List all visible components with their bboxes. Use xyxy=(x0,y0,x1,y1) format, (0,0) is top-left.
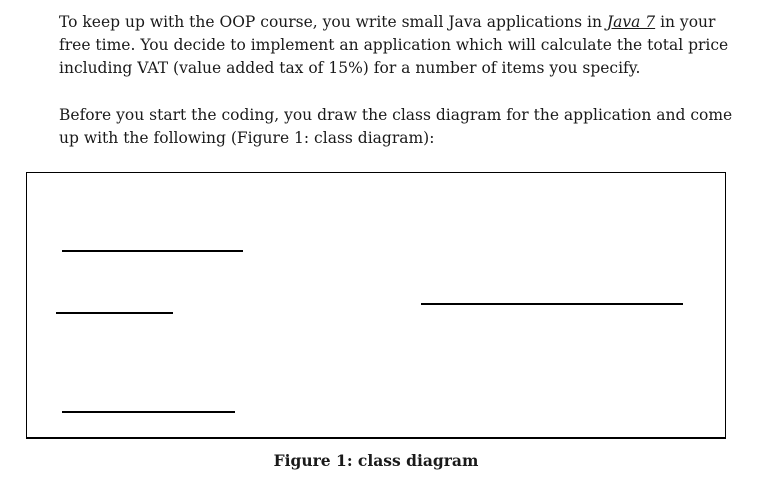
blank-line-4 xyxy=(62,411,235,413)
intro-text-end: in your xyxy=(655,13,716,31)
intro-paragraph xyxy=(59,11,759,80)
instruction-paragraph xyxy=(59,104,759,150)
instruction-text-line2: up with the following (Figure 1: class diagram): xyxy=(59,129,435,147)
class-diagram-box xyxy=(26,172,726,439)
java-version-link[interactable]: Java 7 xyxy=(606,13,656,31)
intro-text-line3: including VAT (value added tax of 15%) for a number of items you specify. xyxy=(59,59,641,77)
instruction-text-line1: Before you start the coding, you draw the class diagram for the application and come xyxy=(59,106,733,124)
blank-line-2 xyxy=(56,312,173,314)
blank-line-1 xyxy=(62,250,243,252)
figure-caption: Figure 1: class diagram xyxy=(273,451,479,470)
blank-line-3 xyxy=(421,303,683,305)
intro-text-line2: free time. You decide to implement an application which will calculate the total price xyxy=(59,36,729,54)
intro-text-start: To keep up with the OOP course, you write small Java applications in xyxy=(59,13,607,31)
